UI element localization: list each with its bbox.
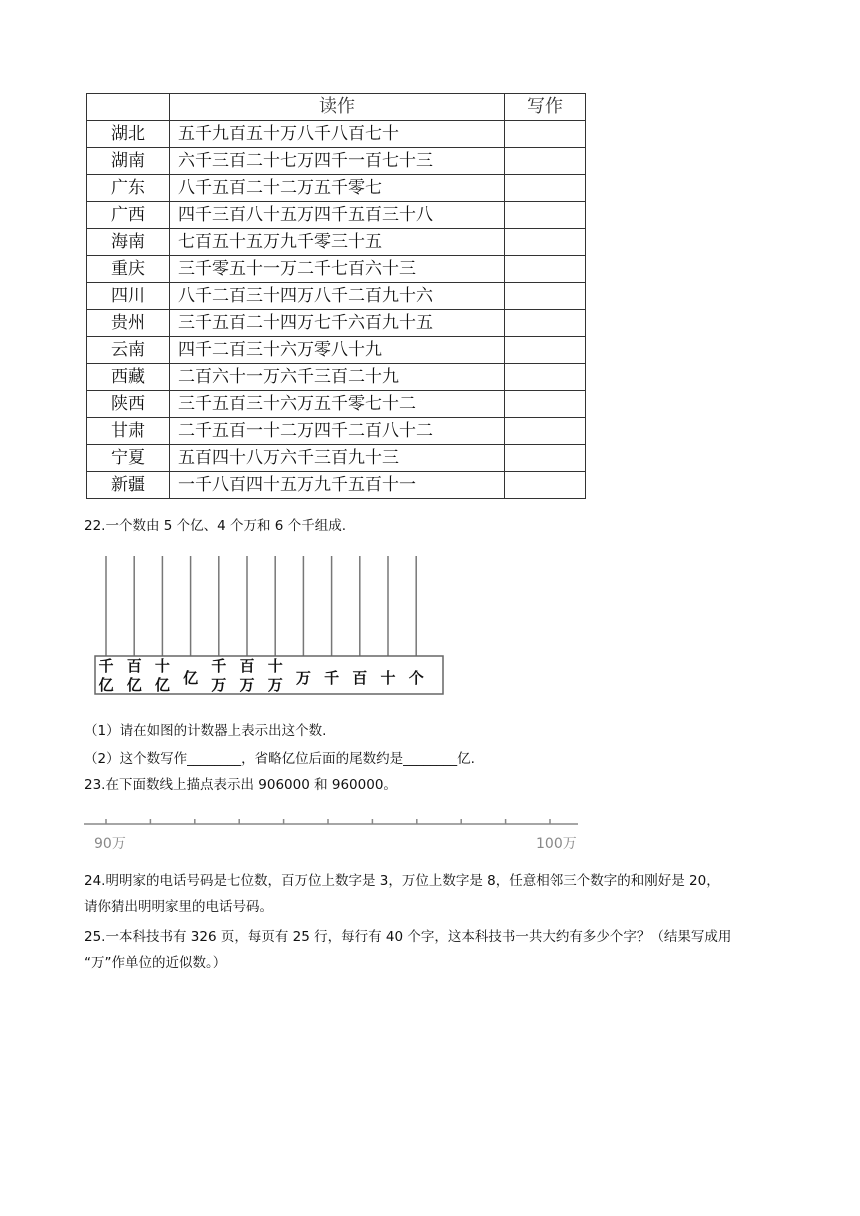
reading-cell: 八千二百三十四万八千二百九十六 xyxy=(170,283,505,310)
reading-cell: 一千八百四十五万九千五百十一 xyxy=(170,472,505,499)
writing-cell[interactable] xyxy=(505,310,586,337)
reading-cell: 三千五百二十四万七千六百九十五 xyxy=(170,310,505,337)
abacus-place-label: 亿 xyxy=(183,669,199,687)
q24-line2: 请你猜出明明家里的电话号码。 xyxy=(84,899,273,915)
province-cell: 宁夏 xyxy=(87,445,170,472)
abacus-place-label: 亿 xyxy=(98,676,114,694)
abacus-place-label: 万 xyxy=(239,676,255,694)
table-row xyxy=(87,121,586,148)
reading-cell: 三千零五十一万二千七百六十三 xyxy=(170,256,505,283)
table-row xyxy=(87,418,586,445)
reading-cell: 四千三百八十五万四千五百三十八 xyxy=(170,202,505,229)
table-row xyxy=(87,337,586,364)
writing-cell[interactable] xyxy=(505,364,586,391)
reading-cell: 七百五十五万九千零三十五 xyxy=(170,229,505,256)
header-reading: 读作 xyxy=(170,94,505,121)
table-row xyxy=(87,229,586,256)
abacus-place-label: 百 xyxy=(126,657,142,675)
province-cell: 四川 xyxy=(87,283,170,310)
province-cell: 重庆 xyxy=(87,256,170,283)
q25-line1: 25.一本科技书有 326 页，每页有 25 行，每行有 40 个字，这本科技书一共大约有多少个字？（结果写成用 xyxy=(84,929,732,945)
province-cell: 海南 xyxy=(87,229,170,256)
abacus-place-label: 十 xyxy=(267,657,283,675)
writing-cell[interactable] xyxy=(505,472,586,499)
abacus-place-label: 万 xyxy=(211,676,227,694)
writing-cell[interactable] xyxy=(505,202,586,229)
table-header-row xyxy=(87,94,586,121)
province-cell: 湖南 xyxy=(87,148,170,175)
q24-line1: 24.明明家的电话号码是七位数，百万位上数字是 3，万位上数字是 8，任意相邻三个数字的和刚好是 20， xyxy=(84,873,720,889)
table-row xyxy=(87,364,586,391)
abacus-place-label: 千 xyxy=(98,657,114,675)
table-row xyxy=(87,202,586,229)
q22-title: 22.一个数由 5 个亿、4 个万和 6 个千组成. xyxy=(84,518,346,534)
writing-cell[interactable] xyxy=(505,148,586,175)
population-table xyxy=(86,93,586,499)
writing-cell[interactable] xyxy=(505,121,586,148)
q22-sub1: （1）请在如图的计数器上表示出这个数. xyxy=(84,723,327,739)
writing-cell[interactable] xyxy=(505,391,586,418)
number-line-start-label: 90万 xyxy=(94,836,126,852)
abacus-place-label: 亿 xyxy=(126,676,142,694)
reading-cell: 六千三百二十七万四千一百七十三 xyxy=(170,148,505,175)
reading-cell: 三千五百三十六万五千零七十二 xyxy=(170,391,505,418)
writing-cell[interactable] xyxy=(505,256,586,283)
abacus-place-label: 百 xyxy=(352,669,368,687)
abacus-place-label: 千 xyxy=(324,669,340,687)
abacus-place-label: 万 xyxy=(295,669,311,687)
writing-cell[interactable] xyxy=(505,175,586,202)
province-cell: 广西 xyxy=(87,202,170,229)
writing-cell[interactable] xyxy=(505,337,586,364)
abacus-place-label: 亿 xyxy=(154,676,170,694)
header-writing: 写作 xyxy=(505,94,586,121)
province-cell: 西藏 xyxy=(87,364,170,391)
province-cell: 贵州 xyxy=(87,310,170,337)
province-cell: 甘肃 xyxy=(87,418,170,445)
reading-cell: 五百四十八万六千三百九十三 xyxy=(170,445,505,472)
header-province xyxy=(87,94,170,121)
abacus-place-label: 个 xyxy=(408,669,424,687)
number-line-end-label: 100万 xyxy=(536,836,577,852)
writing-cell[interactable] xyxy=(505,445,586,472)
q25-line2: “万”作单位的近似数。） xyxy=(84,955,227,971)
province-cell: 湖北 xyxy=(87,121,170,148)
reading-cell: 四千二百三十六万零八十九 xyxy=(170,337,505,364)
table-row xyxy=(87,445,586,472)
table-row xyxy=(87,256,586,283)
province-cell: 新疆 xyxy=(87,472,170,499)
province-cell: 广东 xyxy=(87,175,170,202)
q23-title: 23.在下面数线上描点表示出 906000 和 960000。 xyxy=(84,777,397,793)
abacus-place-label: 千 xyxy=(211,657,227,675)
abacus-place-label: 十 xyxy=(380,669,396,687)
counting-frame[interactable] xyxy=(94,556,446,700)
reading-cell: 五千九百五十万八千八百七十 xyxy=(170,121,505,148)
table-row xyxy=(87,391,586,418)
province-cell: 陕西 xyxy=(87,391,170,418)
table-row xyxy=(87,310,586,337)
number-line[interactable] xyxy=(84,812,584,856)
reading-cell: 八千五百二十二万五千零七 xyxy=(170,175,505,202)
table-row xyxy=(87,472,586,499)
abacus-place-label: 万 xyxy=(267,676,283,694)
table-row xyxy=(87,175,586,202)
writing-cell[interactable] xyxy=(505,229,586,256)
writing-cell[interactable] xyxy=(505,283,586,310)
province-cell: 云南 xyxy=(87,337,170,364)
abacus-place-label: 十 xyxy=(154,657,170,675)
reading-cell: 二千五百一十二万四千二百八十二 xyxy=(170,418,505,445)
table-row xyxy=(87,148,586,175)
q22-sub2: （2）这个数写作________，省略亿位后面的尾数约是________亿. xyxy=(84,751,475,767)
reading-cell: 二百六十一万六千三百二十九 xyxy=(170,364,505,391)
table-row xyxy=(87,283,586,310)
writing-cell[interactable] xyxy=(505,418,586,445)
abacus-place-label: 百 xyxy=(239,657,255,675)
